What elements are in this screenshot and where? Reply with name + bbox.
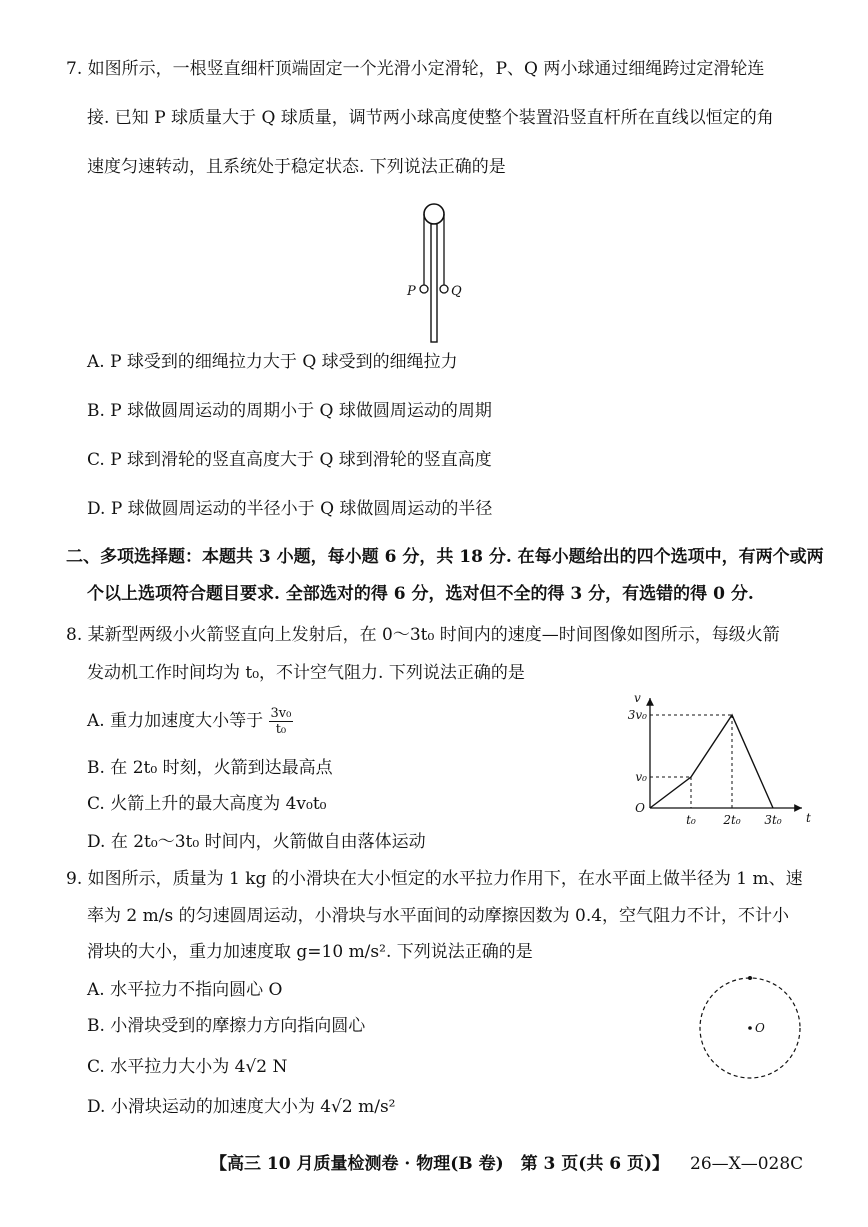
q9-option-a: A. 水平拉力不指向圆心 O (87, 980, 283, 1000)
center-point (748, 1026, 752, 1030)
velocity-time-chart (620, 690, 820, 830)
vertical-rod (431, 224, 437, 342)
q9-line1: 9. 如图所示，质量为 1 kg 的小滑块在大小恒定的水平拉力作用下，在水平面上做半径为 1 m、速 (66, 869, 803, 889)
tick-label-v0: v₀ (635, 770, 647, 784)
q7-option-c: C. P 球到滑轮的竖直高度大于 Q 球到滑轮的竖直高度 (87, 450, 492, 470)
tick-label-3v0: 3v₀ (627, 708, 647, 722)
q7-option-b: B. P 球做圆周运动的周期小于 Q 球做圆周运动的周期 (87, 401, 492, 421)
velocity-series-line (650, 715, 773, 808)
fraction-numerator: 3v₀ (270, 706, 292, 721)
q7-line2: 接. 已知 P 球质量大于 Q 球质量，调节两小球高度使整个装置沿竖直杆所在直线以恒定的角 (87, 108, 774, 128)
q9-option-b: B. 小滑块受到的摩擦力方向指向圆心 (87, 1016, 366, 1036)
pulley-wheel (424, 204, 444, 224)
q7-option-d: D. P 球做圆周运动的半径小于 Q 球做圆周运动的半径 (87, 499, 493, 519)
q8-option-c: C. 火箭上升的最大高度为 4v₀t₀ (87, 794, 327, 814)
center-label-o: O (755, 1021, 765, 1035)
circle-figure (690, 970, 810, 1090)
q9-line3: 滑块的大小，重力加速度取 g=10 m/s². 下列说法正确的是 (87, 942, 533, 962)
x-axis-label: t (806, 811, 811, 825)
ball-p (420, 285, 428, 293)
section2-line2: 个以上选项符合题目要求. 全部选对的得 6 分，选对但不全的得 3 分，有选错的得 0 分. (87, 584, 754, 604)
tick-label-origin: O (635, 801, 645, 815)
footer-title: 【高三 10 月质量检测卷 · 物理(B 卷) 第 3 页(共 6 页)】 (210, 1154, 670, 1174)
tick-label-t0: t₀ (686, 813, 696, 827)
q8-option-b: B. 在 2t₀ 时刻，火箭到达最高点 (87, 758, 333, 778)
q8-option-a (87, 706, 293, 737)
q7-line3: 速度匀速转动，且系统处于稳定状态. 下列说法正确的是 (87, 157, 506, 177)
q8-option-a-prefix: A. 重力加速度大小等于 (87, 711, 264, 731)
q9-option-c: C. 水平拉力大小为 4√2 N (87, 1057, 288, 1077)
q8-line1: 8. 某新型两级小火箭竖直向上发射后，在 0～3t₀ 时间内的速度—时间图像如图所示，每级火箭 (66, 625, 780, 645)
q8-option-a-fraction (269, 706, 294, 737)
label-p: P (407, 284, 416, 299)
q7-line1: 7. 如图所示，一根竖直细杆顶端固定一个光滑小定滑轮，P、Q 两小球通过细绳跨过定滑轮连 (66, 59, 765, 79)
q8-option-d: D. 在 2t₀～3t₀ 时间内，火箭做自由落体运动 (87, 832, 426, 852)
tick-label-2t0: 2t₀ (723, 813, 741, 827)
q8-line2: 发动机工作时间均为 t₀，不计空气阻力. 下列说法正确的是 (87, 663, 525, 683)
tick-label-3t0: 3t₀ (764, 813, 782, 827)
pulley-figure (395, 200, 485, 345)
q7-option-a: A. P 球受到的细绳拉力大于 Q 球受到的细绳拉力 (87, 352, 458, 372)
ball-q (440, 285, 448, 293)
q9-line2: 率为 2 m/s 的匀速圆周运动，小滑块与水平面间的动摩擦因数为 0.4，空气阻力不计，不计小 (87, 906, 790, 926)
y-axis-label: v (634, 691, 641, 705)
label-q: Q (451, 284, 462, 299)
section2-line1: 二、多项选择题：本题共 3 小题，每小题 6 分，共 18 分. 在每小题给出的四个选项中，有两个或两 (66, 547, 824, 567)
q9-option-d: D. 小滑块运动的加速度大小为 4√2 m/s² (87, 1097, 396, 1117)
fraction-denominator: t₀ (275, 722, 287, 737)
slider-block (748, 976, 752, 980)
footer-code: 26—X—028C (690, 1154, 804, 1174)
